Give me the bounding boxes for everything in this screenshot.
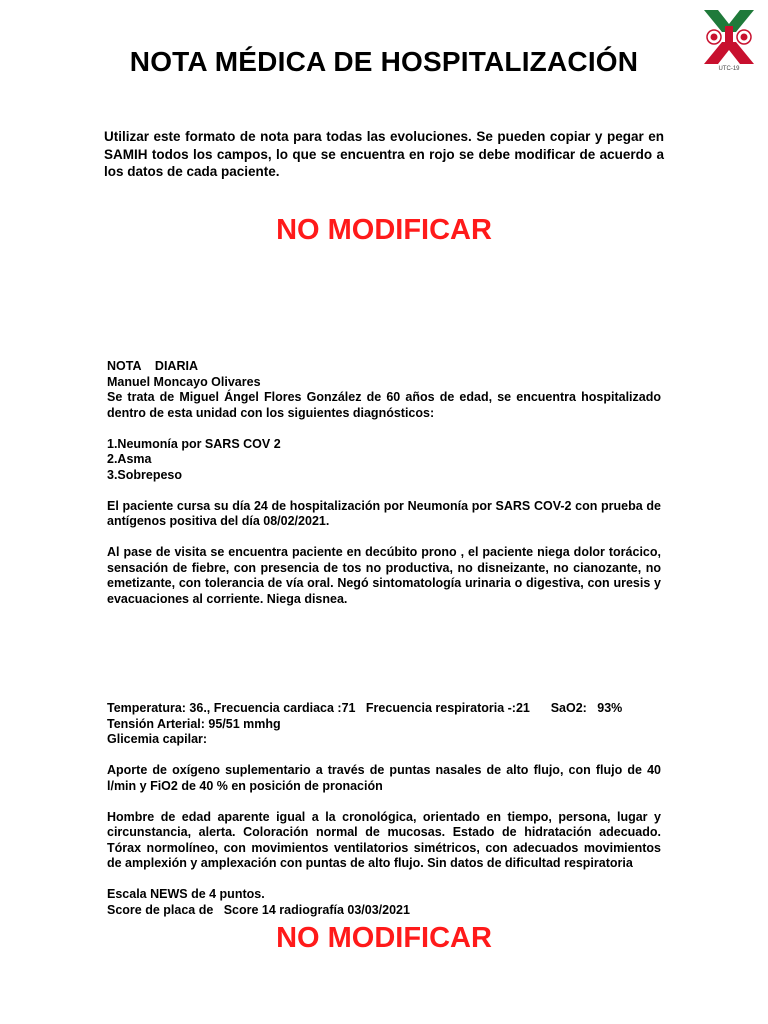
doctor-name: Manuel Moncayo Olivares xyxy=(107,374,261,389)
clinical-data xyxy=(107,701,661,918)
instructions-paragraph: Utilizar este formato de nota para todas las evoluciones. Se pueden copiar y pegar en SAMIH todos los campos, lo que se encuentra en rojo se debe modificar de acuerdo a los datos de cada paciente. xyxy=(104,129,664,179)
blood-pressure: Tensión Arterial: 95/51 mmhg xyxy=(107,716,281,731)
diagnosis-item: 2.Asma xyxy=(107,452,152,466)
daily-note xyxy=(107,359,661,607)
vitals-line: Temperatura: 36., Frecuencia cardiaca :71 Frecuencia respiratoria -:21 SaO2: 93% xyxy=(107,701,623,715)
diagnosis-item: 3.Sobrepeso xyxy=(107,467,183,482)
hospital-logo xyxy=(700,8,758,72)
capillary-glucose: Glicemia capilar: xyxy=(107,732,208,746)
logo-text: UTC-19 xyxy=(718,66,740,72)
visit-findings: Al pase de visita se encuentra paciente en decúbito prono , el paciente niega dolor torácico, sensación de fiebre, con presencia de tos no productiva, no disneizante, no cianozante, no emetizante, con tolerancia de vía oral. Negó sintomatología urinaria o digestiva, con uresis y evacuaciones al corriente. Niega disnea. xyxy=(107,545,661,606)
note-header: NOTA DIARIA xyxy=(107,359,198,373)
logo-icon xyxy=(700,8,758,72)
plaque-score: Score de placa de Score 14 radiografía 03/03/2021 xyxy=(107,902,410,917)
diagnosis-item: 1.Neumonía por SARS COV 2 xyxy=(107,436,281,451)
hospital-course: El paciente cursa su día 24 de hospitalización por Neumonía por SARS COV-2 con prueba de antígenos positiva del día 08/02/2021. xyxy=(107,498,661,528)
patient-summary: Se trata de Miguel Ángel Flores González de 60 años de edad, se encuentra hospitalizado dentro de esta unidad con los siguientes diagnósticos: xyxy=(107,390,661,420)
oxygen-support: Aporte de oxígeno suplementario a través de puntas nasales de alto flujo, con flujo de 40 l/min y FiO2 de 40 % en posición de pronación xyxy=(107,763,661,793)
physical-exam: Hombre de edad aparente igual a la cronológica, orientado en tiempo, persona, lugar y circunstancia, alerta. Coloración normal de mucosas. Estado de hidratación adecuado. Tórax normolíneo, con movimientos ventilatorios simétricos, con adecuados movimientos de amplexión y amplexación con puntas de alto flujo. Sin datos de dificultad respiratoria xyxy=(107,809,661,870)
news-score: Escala NEWS de 4 puntos. xyxy=(107,887,265,901)
page-title: NOTA MÉDICA DE HOSPITALIZACIÓN xyxy=(129,46,639,77)
warning-top: NO MODIFICAR xyxy=(276,214,492,246)
warning-bottom: NO MODIFICAR xyxy=(276,922,492,954)
